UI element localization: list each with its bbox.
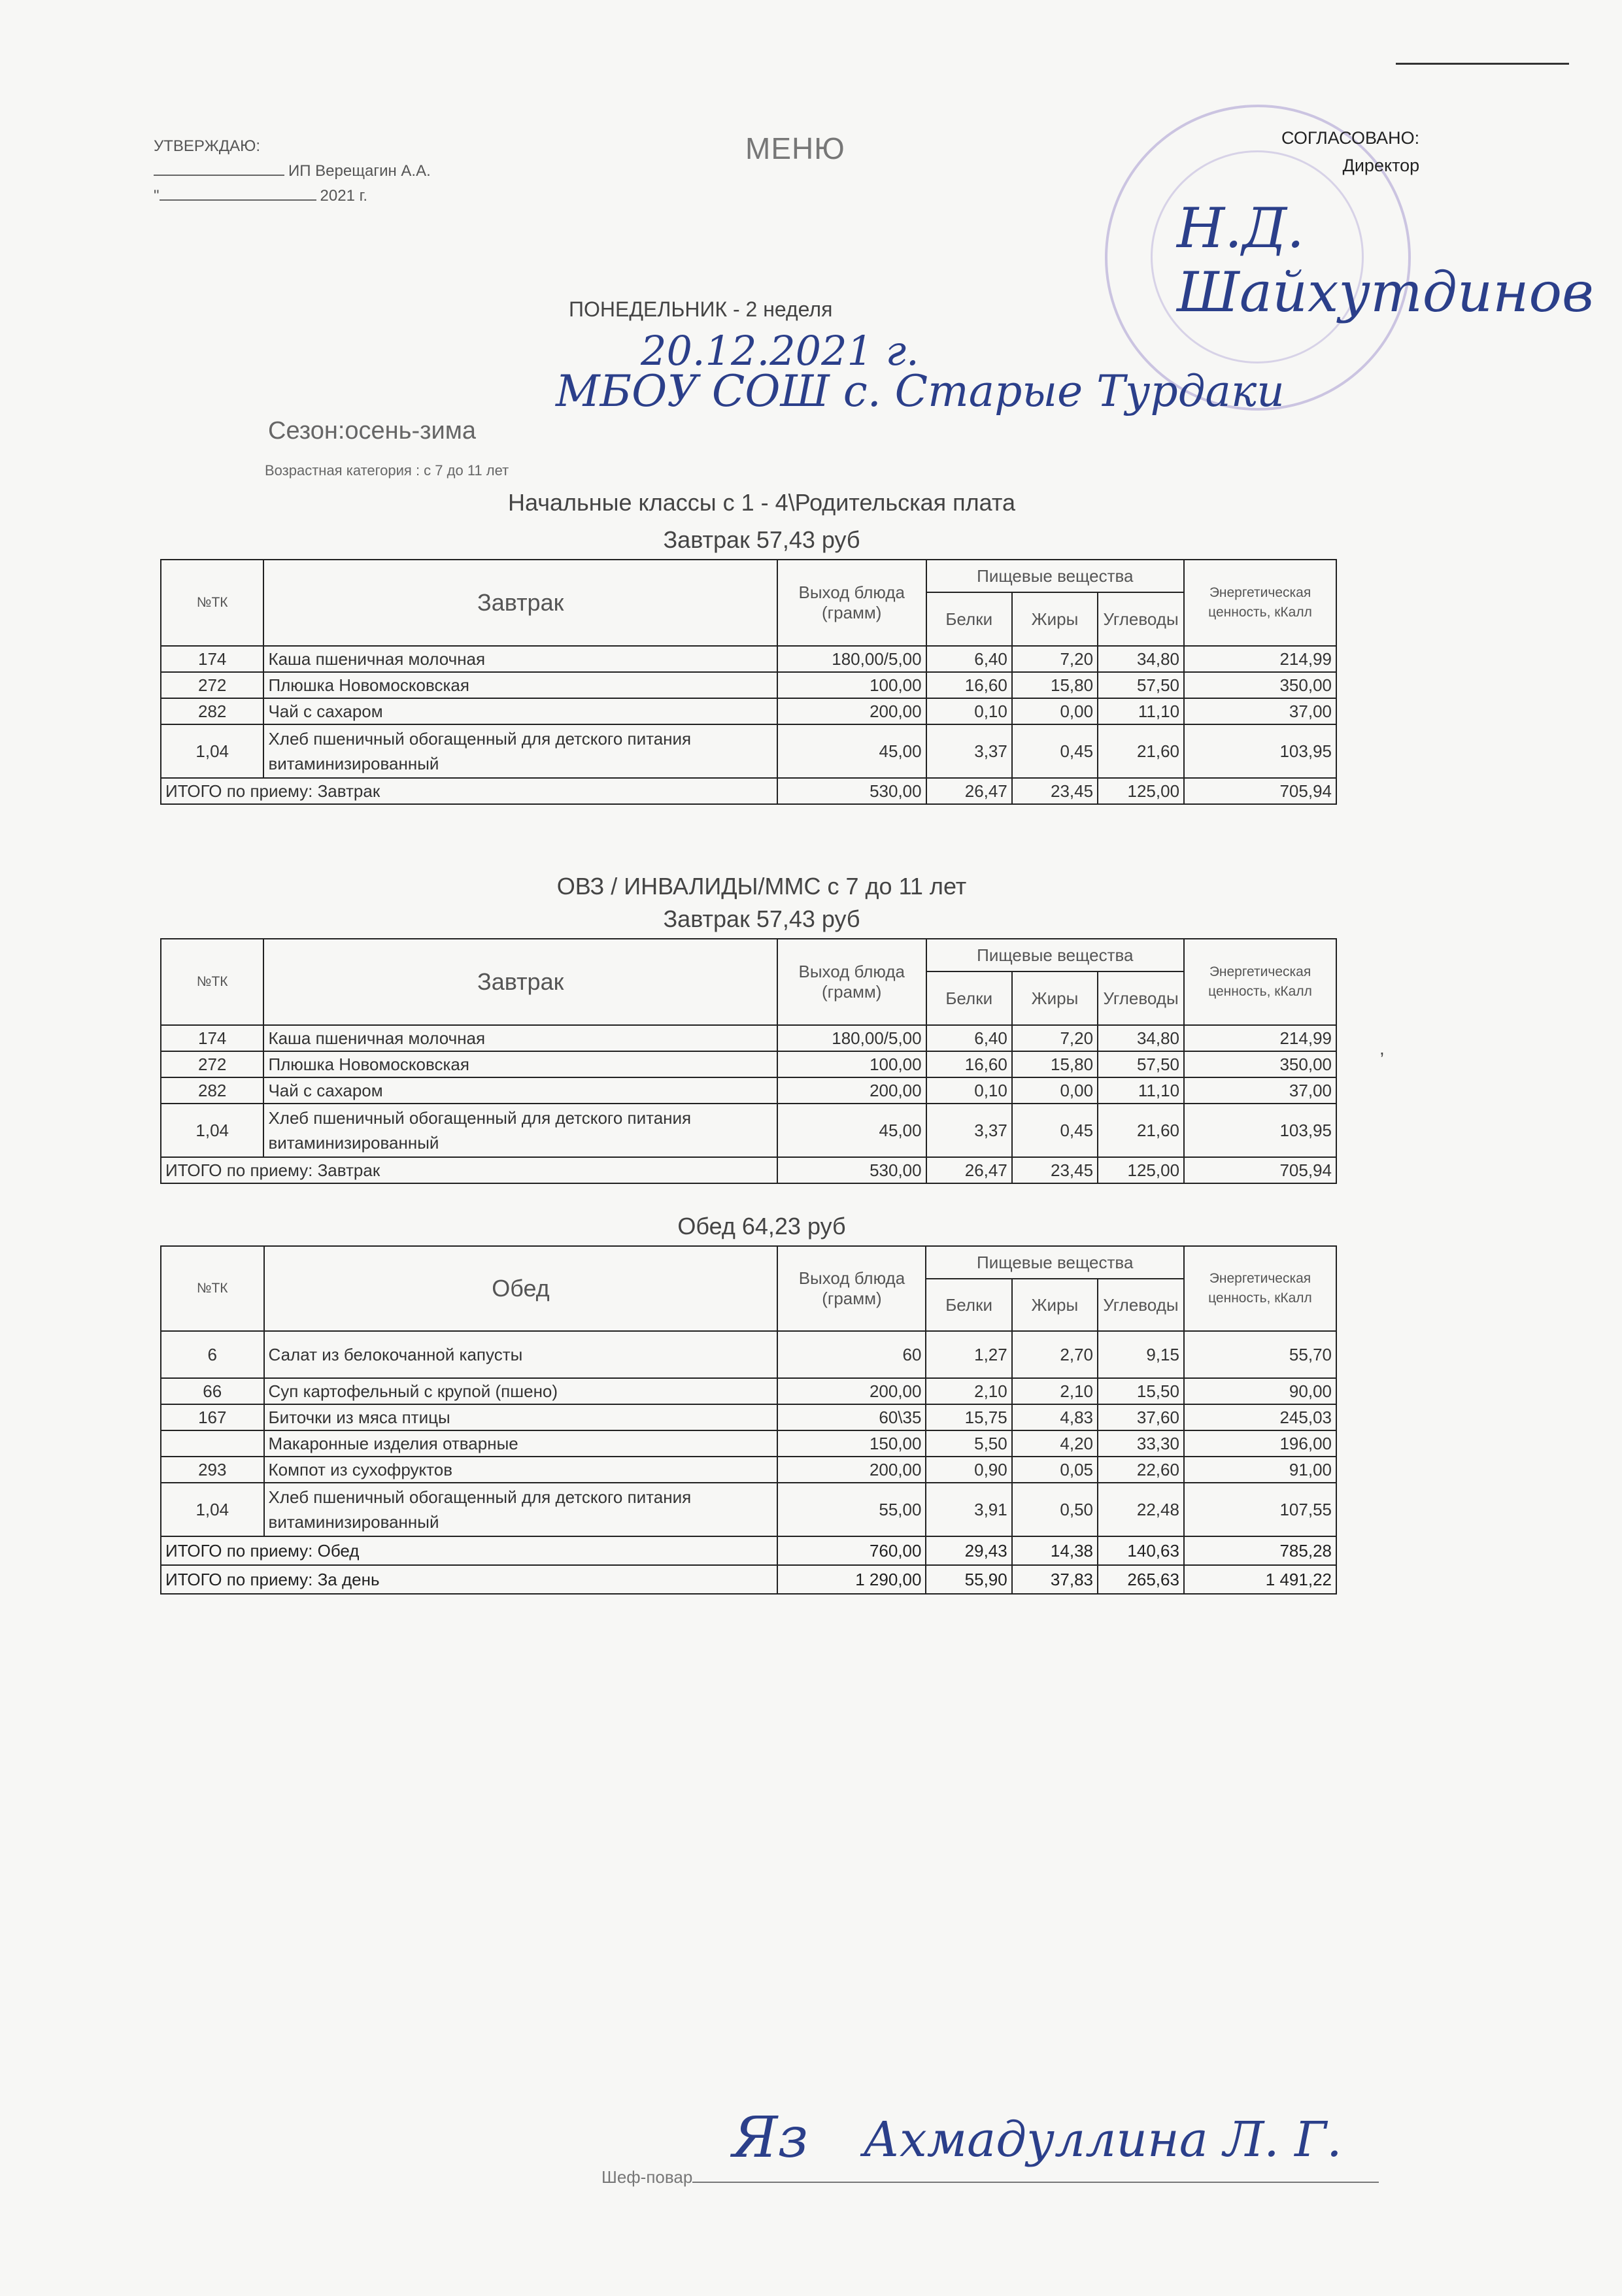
total-row: ИТОГО по приему: Обед 760,00 29,43 14,38 140,63 785,28 [161,1536,1336,1565]
total-row: ИТОГО по приему: Завтрак 530,00 26,47 23,45 125,00 705,94 [161,1157,1336,1183]
chef-label: Шеф-повар [601,2167,693,2187]
table-row: 66 Суп картофельный с крупой (пшено) 200,00 2,10 2,10 15,50 90,00 [161,1378,1336,1404]
season-label: Сезон:осень-зима [268,417,477,445]
col-yield: Выход блюда (грамм) [777,939,926,1025]
section1-meal: Завтрак 57,43 руб [663,526,860,553]
table-row: 174 Каша пшеничная молочная 180,00/5,00 6,40 7,20 34,80 214,99 [161,646,1336,672]
director-signature: Н.Д. Шайхутдинов [1177,196,1594,324]
col-protein: Белки [926,971,1012,1025]
breakfast-table-1 [160,559,1337,805]
col-protein: Белки [926,1279,1011,1331]
section2-meal: Завтрак 57,43 руб [663,905,860,932]
col-nutrients: Пищевые вещества [926,1246,1183,1279]
section3-meal: Обед 64,23 руб [677,1213,846,1240]
col-no: №ТК [161,560,263,646]
table-row: 282 Чай с сахаром 200,00 0,10 0,00 11,10 37,00 [161,1077,1336,1104]
section2-title: ОВЗ / ИНВАЛИДЫ/ММС с 7 до 11 лет [556,873,967,900]
col-fat: Жиры [1012,592,1098,646]
chef-line [601,2167,1379,2187]
chef-signature: Ахмадуллина Л. Г. [863,2112,1342,2168]
chef-signature-initials: Яз [732,2105,809,2170]
approval-date: " 2021 г. [154,187,368,205]
total-row: ИТОГО по приему: Завтрак 530,00 26,47 23,45 125,00 705,94 [161,778,1336,804]
table-row: 1,04 Хлеб пшеничный обогащенный для детского питания витаминизированный 45,00 3,37 0,45 21,60 103,95 [161,724,1336,778]
agreed-block [1281,124,1419,179]
handwritten-school: МБОУ СОШ с. Старые Турдаки [556,366,1285,416]
col-fat: Жиры [1012,1279,1098,1331]
stray-mark: , [1379,1038,1385,1058]
handwritten-date: 20.12.2021 г. [641,327,919,375]
table-row: 272 Плюшка Новомосковская 100,00 16,60 15,80 57,50 350,00 [161,672,1336,698]
table-row: Макаронные изделия отварные 150,00 5,50 4,20 33,30 196,00 [161,1430,1336,1457]
breakfast-table-2 [160,938,1337,1184]
col-carbs: Углеводы [1098,971,1184,1025]
document-title: МЕНЮ [745,131,845,165]
col-carbs: Углеводы [1098,592,1184,646]
table-row: 167 Биточки из мяса птицы 60\35 15,75 4,83 37,60 245,03 [161,1404,1336,1430]
col-yield: Выход блюда (грамм) [777,1246,926,1331]
col-no: №ТК [161,1246,264,1331]
table-row: 174 Каша пшеничная молочная 180,00/5,00 6,40 7,20 34,80 214,99 [161,1025,1336,1051]
col-energy: Энергетическая ценность, кКалл [1184,939,1336,1025]
top-rule [1396,63,1569,65]
table-row: 282 Чай с сахаром 200,00 0,10 0,00 11,10 37,00 [161,698,1336,724]
table-row: 1,04 Хлеб пшеничный обогащенный для детского питания витаминизированный 55,00 3,91 0,50 22,48 107,55 [161,1483,1336,1536]
col-name: Завтрак [263,560,777,646]
col-nutrients: Пищевые вещества [926,560,1184,592]
approval-label: УТВЕРЖДАЮ: [154,137,260,155]
col-yield: Выход блюда (грамм) [777,560,926,646]
table-row: 293 Компот из сухофруктов 200,00 0,90 0,05 22,60 91,00 [161,1457,1336,1483]
col-fat: Жиры [1012,971,1098,1025]
approval-signer: ИП Верещагин А.А. [154,159,431,184]
age-category: Возрастная категория : с 7 до 11 лет [265,462,509,479]
col-energy: Энергетическая ценность, кКалл [1184,560,1336,646]
day-total-row: ИТОГО по приему: За день 1 290,00 55,90 37,83 265,63 1 491,22 [161,1565,1336,1594]
table-row: 1,04 Хлеб пшеничный обогащенный для детского питания витаминизированный 45,00 3,37 0,45 21,60 103,95 [161,1104,1336,1157]
agreed-role: Директор [1342,156,1420,175]
agreed-label: СОГЛАСОВАНО: [1281,128,1420,148]
lunch-table [160,1245,1337,1595]
section1-title: Начальные классы с 1 - 4\Родительская плата [508,489,1015,516]
approval-block [154,134,431,209]
table-row: 272 Плюшка Новомосковская 100,00 16,60 15,80 57,50 350,00 [161,1051,1336,1077]
col-protein: Белки [926,592,1012,646]
col-carbs: Углеводы [1098,1279,1184,1331]
day-heading: ПОНЕДЕЛЬНИК - 2 неделя [569,297,833,321]
table-row: 6 Салат из белокочанной капусты 60 1,27 2,70 9,15 55,70 [161,1331,1336,1378]
col-no: №ТК [161,939,263,1025]
col-name: Обед [264,1246,778,1331]
col-name: Завтрак [263,939,777,1025]
col-nutrients: Пищевые вещества [926,939,1184,971]
col-energy: Энергетическая ценность, кКалл [1184,1246,1336,1331]
